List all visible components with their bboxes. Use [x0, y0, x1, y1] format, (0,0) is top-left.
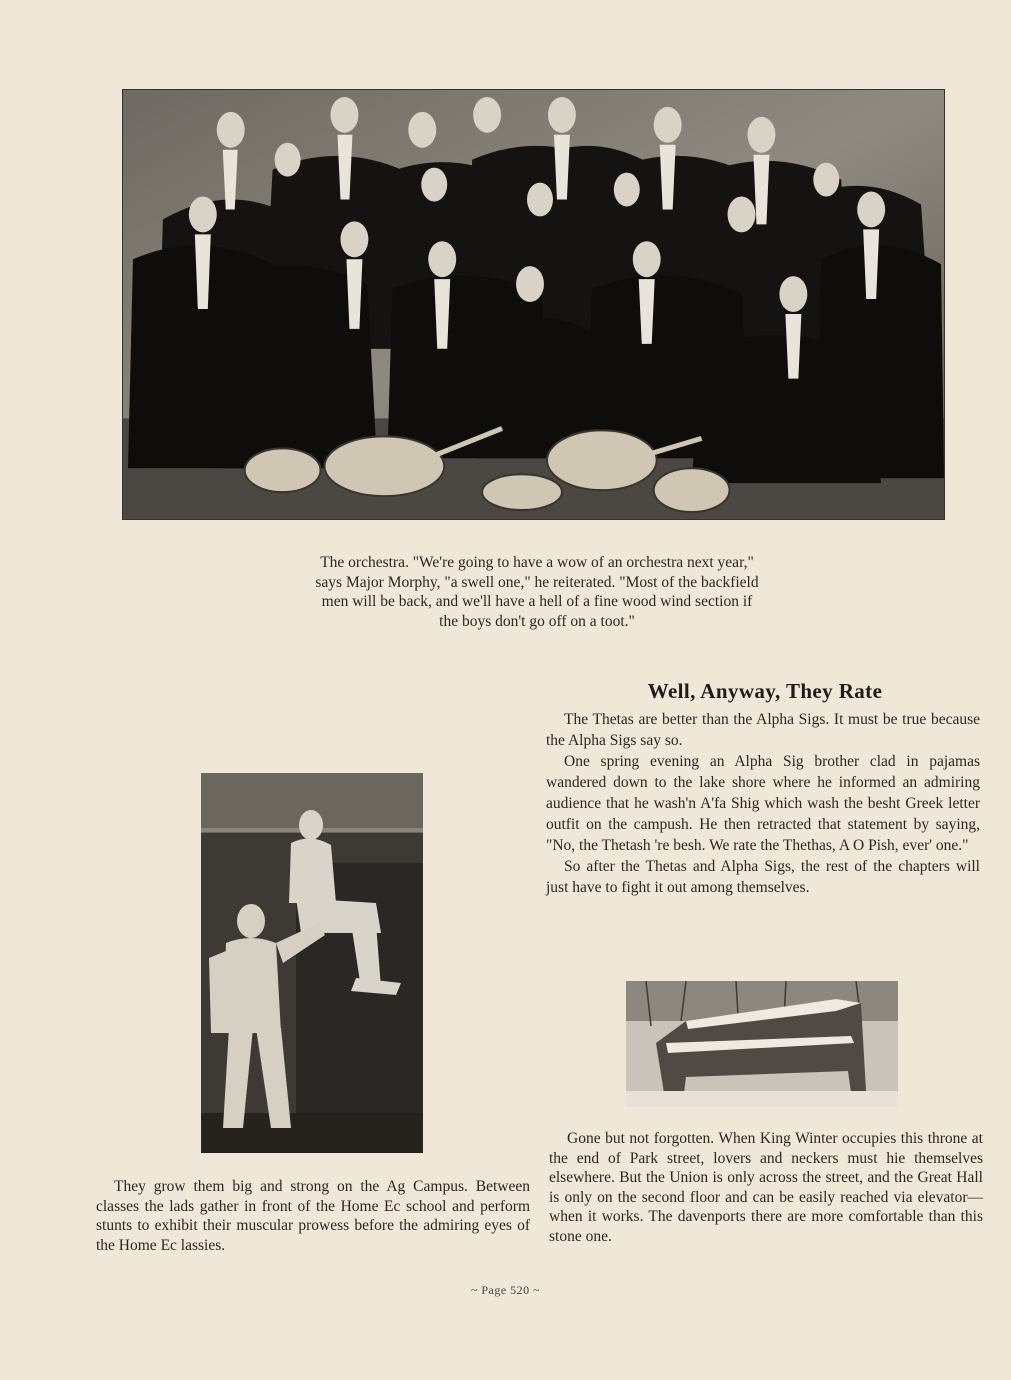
page-number: ~ Page 520 ~	[470, 1283, 541, 1297]
bench-caption: Gone but not forgotten. When King Winter occupies this throne at the end of Park street, lovers and neckers must hie themselves elsewhere. But the Union is only across the street, and the Great Hall is only on the second floor and can be easily reached via elevator—when it works. The davenports there are more comfortable than this stone one.	[549, 1130, 983, 1245]
orchestra-photo	[122, 89, 945, 520]
article-paragraph: One spring evening an Alpha Sig brother clad in pajamas wandered down to the lake shore where he informed an admiring audience that he wash'n A'fa Shig which wash the besht Greek letter outfit on the campush. He then retracted that statement by saying, "No, the Thetash 're besh. We rate the Thethas, A O Pish, ever' one."	[546, 753, 980, 854]
stone-bench-photo-image	[626, 981, 898, 1107]
article-body	[546, 709, 980, 898]
article-paragraph: The Thetas are better than the Alpha Sigs. It must be true because the Alpha Sigs say so.	[546, 711, 980, 749]
boys-stunt-photo	[201, 773, 423, 1153]
stone-bench-photo	[626, 981, 898, 1107]
article-title: Well, Anyway, They Rate	[647, 679, 883, 703]
boys-stunt-photo-image	[201, 773, 423, 1153]
boys-caption: They grow them big and strong on the Ag Campus. Between classes the lads gather in front of the Home Ec school and perform stunts to exhibit their muscular prowess before the admiring eyes of the Home Ec lassies.	[96, 1178, 530, 1254]
article-paragraph: So after the Thetas and Alpha Sigs, the rest of the chapters will just have to fight it out among themselves.	[546, 858, 980, 896]
orchestra-caption: The orchestra. "We're going to have a wow of an orchestra next year," says Major Morphy, "a swell one," he reiterated. "Most of the backfield men will be back, and we'll have a hell of a fine wood wind section if the boys don't go off on a toot."	[315, 554, 759, 630]
orchestra-photo-image	[123, 90, 944, 519]
